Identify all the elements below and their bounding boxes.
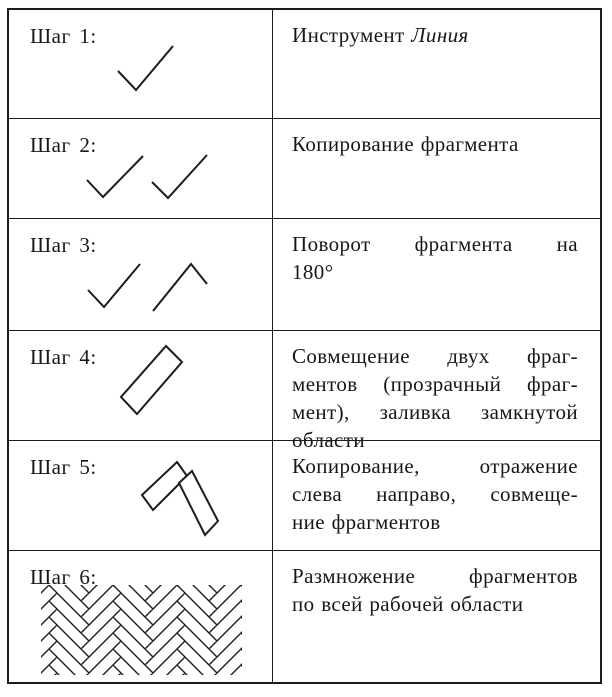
description-line: ментов (прозрачный фраг- <box>292 372 578 396</box>
step-label-cell <box>9 119 273 218</box>
step-label: Шаг 2: <box>30 133 97 157</box>
step-label-cell <box>9 10 273 118</box>
description-line: Копирование фрагмента <box>292 132 519 156</box>
description-lines <box>292 562 578 618</box>
table-row-step-1 <box>9 10 600 118</box>
description-cell <box>273 441 600 550</box>
step-label: Шаг 5: <box>30 455 97 479</box>
step-label: Шаг 4: <box>30 345 97 369</box>
table-row-step-2 <box>9 118 600 218</box>
table-row-step-3 <box>9 218 600 330</box>
step-label-cell <box>9 219 273 330</box>
description-line: ние фрагментов <box>292 510 441 534</box>
description-line: по всей рабочей области <box>292 592 524 616</box>
description-lines <box>292 452 578 536</box>
table-row-step-6 <box>9 550 600 682</box>
step-label-cell <box>9 441 273 550</box>
description-cell <box>273 219 600 330</box>
description-line <box>292 21 578 49</box>
description-line: Совмещение двух фраг- <box>292 344 578 368</box>
step-label-cell <box>9 551 273 682</box>
description-line: 180° <box>292 260 334 284</box>
table-row-step-5 <box>9 440 600 550</box>
steps-table <box>7 8 602 684</box>
description-cell <box>273 10 600 118</box>
step-label-cell <box>9 331 273 440</box>
description-lines <box>292 230 578 286</box>
description-line: Размножение фрагментов <box>292 564 578 588</box>
description-lines <box>292 342 578 454</box>
description-line: области <box>292 428 365 452</box>
step-label: Шаг 6: <box>30 565 97 589</box>
description-cell <box>273 551 600 682</box>
description-line: мент), заливка замкнутой <box>292 400 578 424</box>
table-row-step-4 <box>9 330 600 452</box>
description-lines <box>292 130 578 158</box>
description-cell <box>273 331 600 452</box>
description-text: Инструмент <box>292 23 405 47</box>
description-line: Копирование, отражение <box>292 454 578 478</box>
description-cell <box>273 119 600 218</box>
description-line: слева направо, совмеще- <box>292 482 578 506</box>
step-label: Шаг 1: <box>30 24 97 48</box>
description-line: Поворот фрагмента на <box>292 232 578 256</box>
description-italic-text: Линия <box>411 23 469 47</box>
step-label: Шаг 3: <box>30 233 97 257</box>
